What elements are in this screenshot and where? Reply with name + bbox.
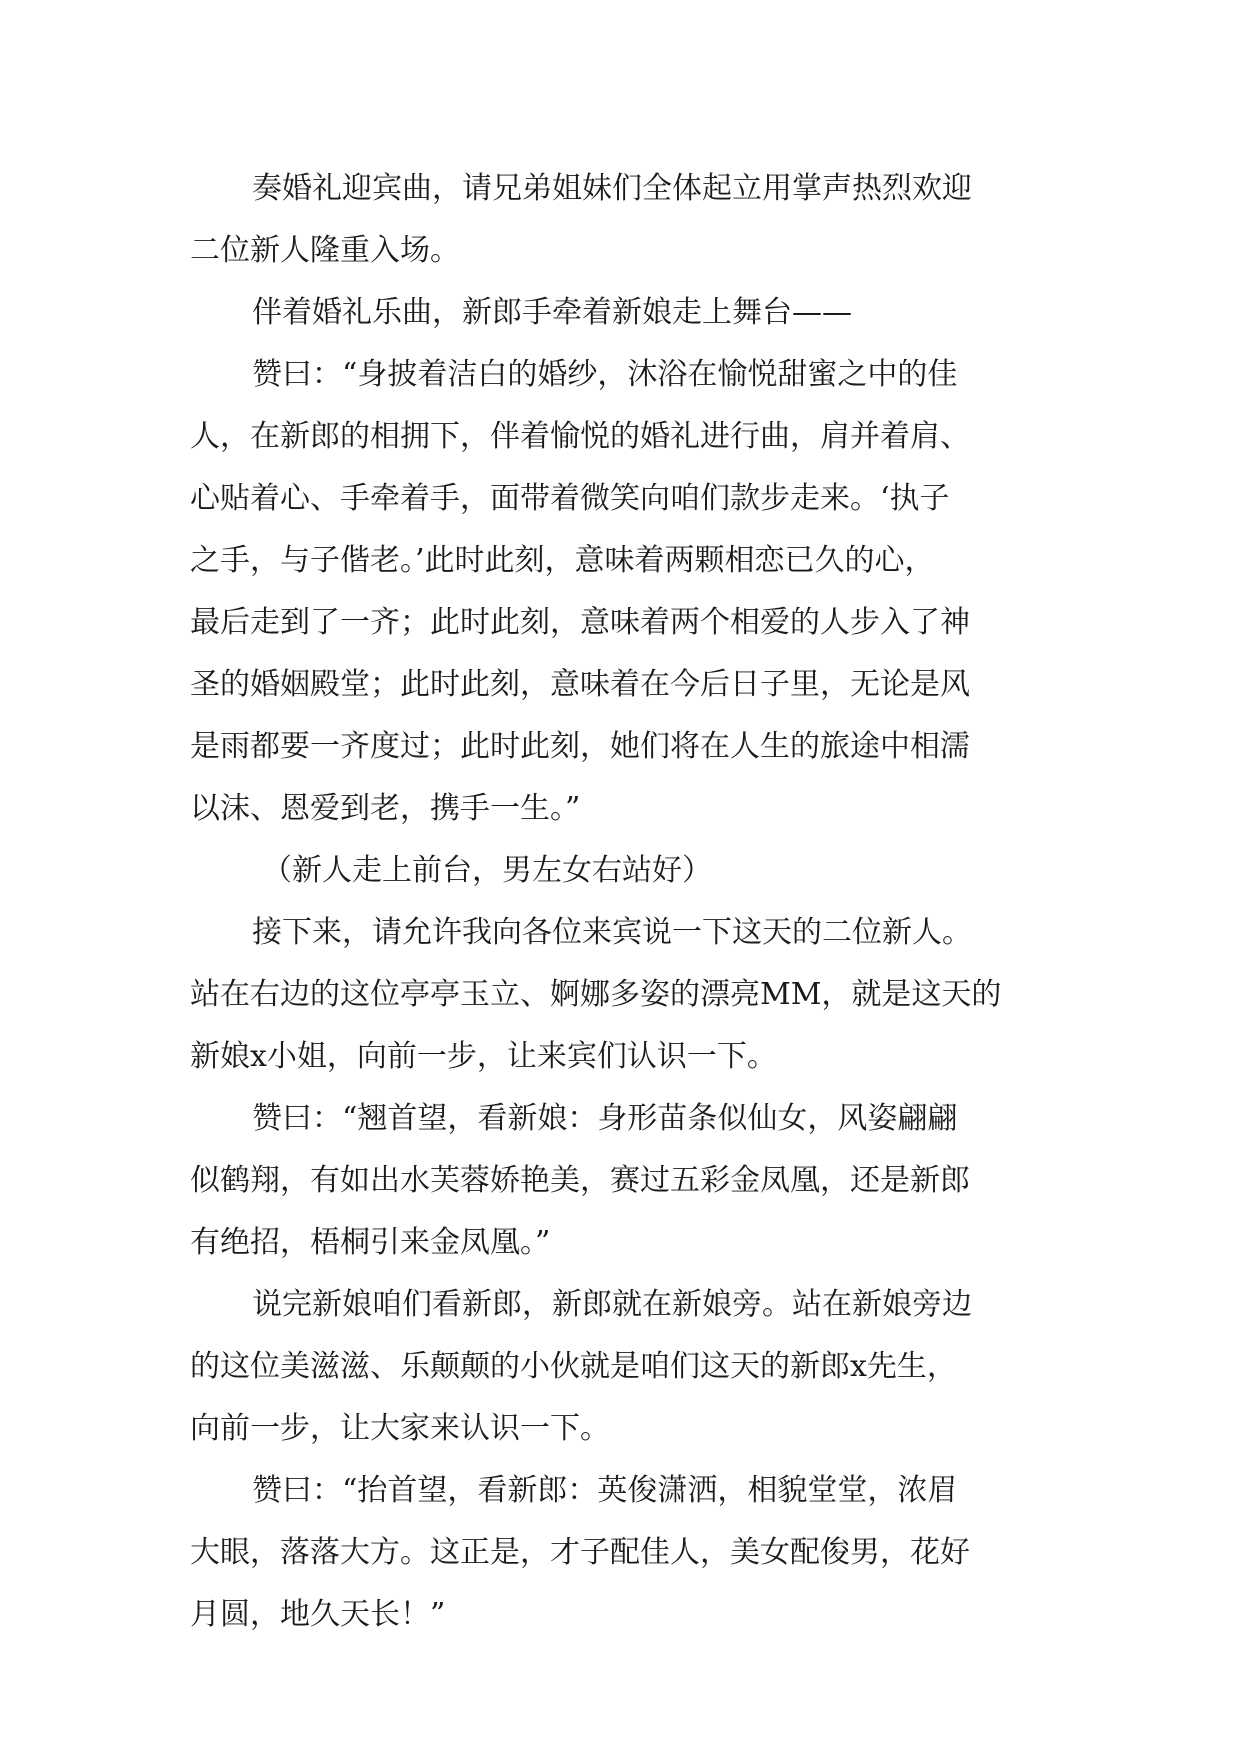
text-line: 向前一步，让大家来认识一下。 — [190, 1411, 610, 1446]
text-line: 人，在新郎的相拥下，伴着愉悦的婚礼进行曲，肩并着肩、 — [190, 419, 970, 454]
text-line: 接下来，请允许我向各位来宾说一下这天的二位新人。 — [252, 915, 972, 950]
text-line: 似鹤翔，有如出水芙蓉娇艳美，赛过五彩金凤凰，还是新郎 — [190, 1163, 970, 1198]
text-line: 心贴着心、手牵着手，面带着微笑向咱们款步走来。‘执子 — [190, 481, 950, 516]
text-line: 圣的婚姻殿堂；此时此刻，意味着在今后日子里，无论是风 — [190, 667, 970, 702]
text-line: 伴着婚礼乐曲，新郎手牵着新娘走上舞台—— — [252, 295, 852, 330]
text-line: （新人走上前台，男左女右站好） — [262, 853, 712, 888]
text-line: 赞曰：“身披着洁白的婚纱，沐浴在愉悦甜蜜之中的佳 — [252, 357, 958, 392]
text-line: 说完新娘咱们看新郎，新郎就在新娘旁。站在新娘旁边 — [252, 1287, 972, 1322]
text-line: 大眼，落落大方。这正是，才子配佳人，美女配俊男，花好 — [190, 1535, 970, 1570]
text-line: 赞曰：“翘首望，看新娘：身形苗条似仙女，风姿翩翩 — [252, 1101, 958, 1136]
text-line: 之手，与子偕老。’此时此刻，意味着两颗相恋已久的心， — [190, 543, 935, 578]
text-line: 月圆，地久天长！” — [190, 1597, 446, 1632]
text-line: 有绝招，梧桐引来金凤凰。” — [190, 1225, 551, 1260]
text-line: 最后走到了一齐；此时此刻，意味着两个相爱的人步入了神 — [190, 605, 970, 640]
text-line: 赞曰：“抬首望，看新郎：英俊潇洒，相貌堂堂，浓眉 — [252, 1473, 958, 1508]
text-line: 站在右边的这位亭亭玉立、婀娜多姿的漂亮MM，就是这天的 — [190, 977, 1002, 1012]
text-line: 新娘x小姐，向前一步，让来宾们认识一下。 — [190, 1039, 777, 1074]
document-body — [190, 158, 1050, 1646]
text-line: 是雨都要一齐度过；此时此刻，她们将在人生的旅途中相濡 — [190, 729, 970, 764]
text-line: 的这位美滋滋、乐颠颠的小伙就是咱们这天的新郎x先生， — [190, 1349, 957, 1384]
text-line: 以沫、恩爱到老，携手一生。” — [190, 791, 581, 826]
text-line: 奏婚礼迎宾曲，请兄弟姐妹们全体起立用掌声热烈欢迎 — [252, 171, 972, 206]
text-line: 二位新人隆重入场。 — [190, 233, 460, 268]
